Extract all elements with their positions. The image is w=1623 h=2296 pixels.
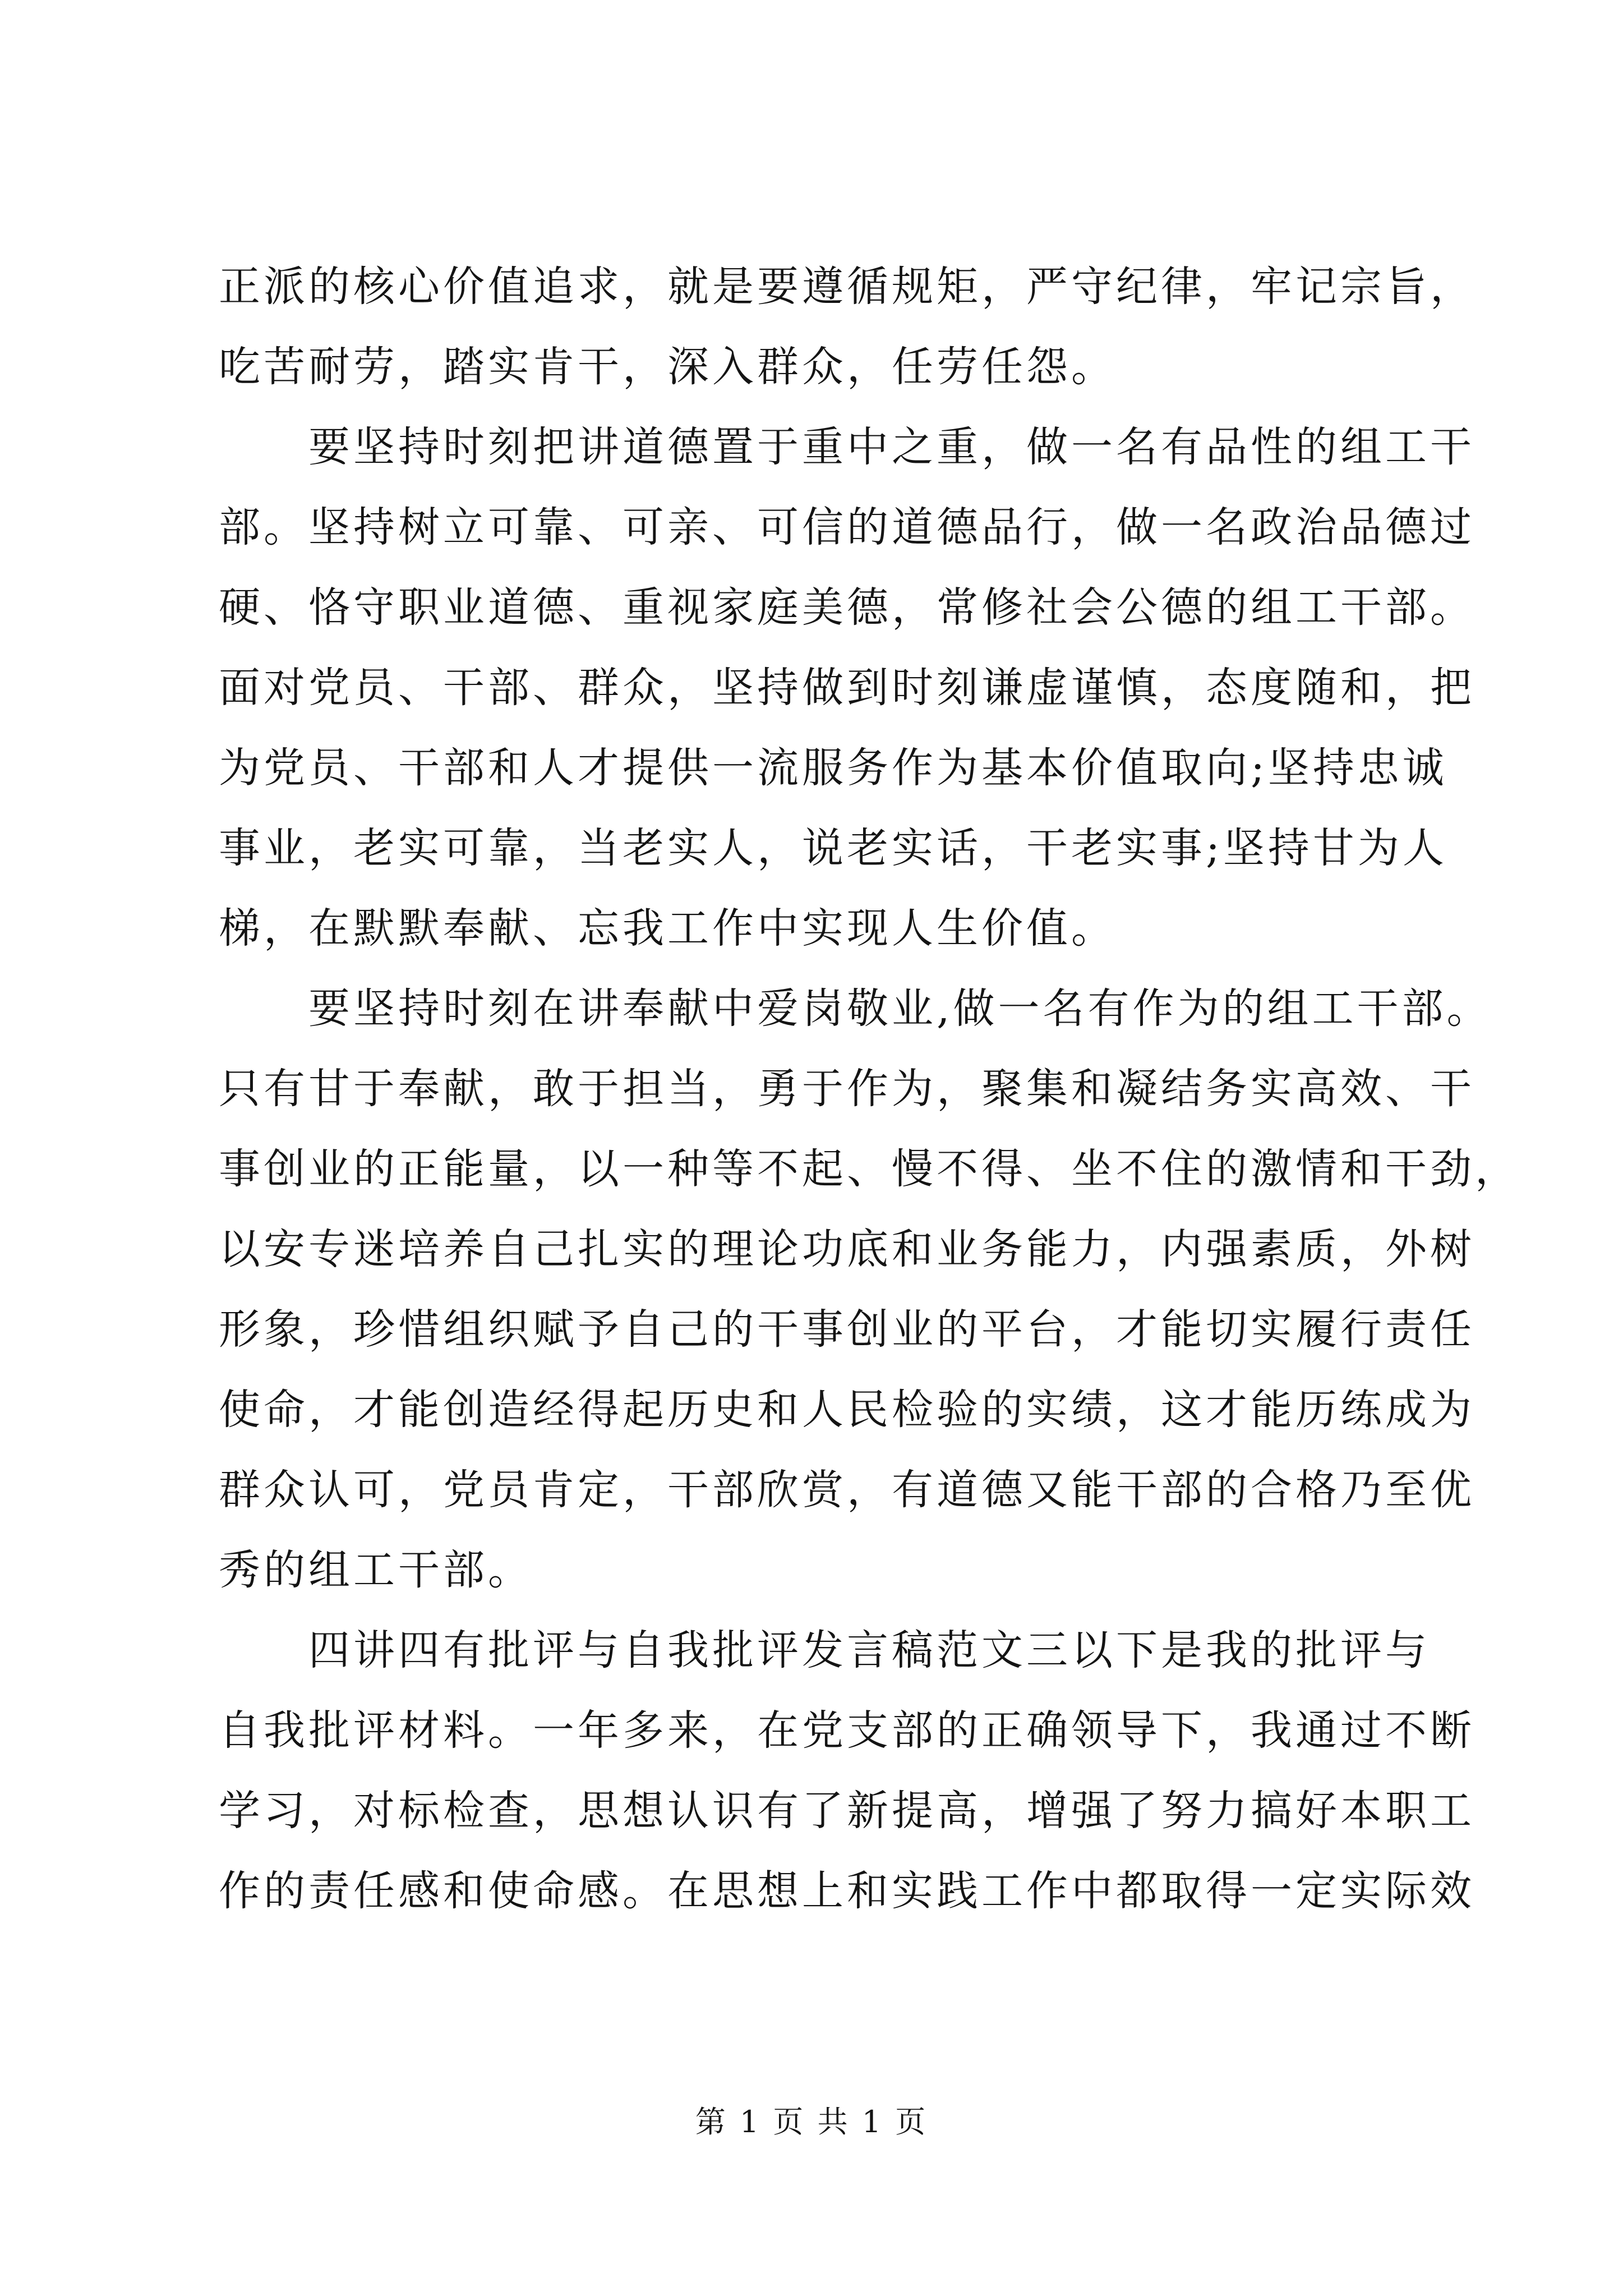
text-line: 群众认可，党员肯定，干部欣赏，有道德又能干部的合格乃至优 bbox=[219, 1466, 1475, 1514]
text-line: 梯，在默默奉献、忘我工作中实现人生价值。 bbox=[219, 904, 1116, 953]
text-line: 作的责任感和使命感。在思想上和实践工作中都取得一定实际效 bbox=[219, 1867, 1475, 1915]
text-line: 为党员、干部和人才提供一流服务作为基本价值取向;坚持忠诚 bbox=[219, 744, 1447, 792]
document-body bbox=[219, 247, 1520, 1931]
text-line: 面对党员、干部、群众，坚持做到时刻谦虚谨慎，态度随和，把 bbox=[219, 664, 1475, 712]
text-line: 以安专迷培养自己扎实的理论功底和业务能力，内强素质，外树 bbox=[219, 1225, 1475, 1273]
text-line: 形象，珍惜组织赋予自己的干事创业的平台，才能切实履行责任 bbox=[219, 1305, 1475, 1354]
text-line: 只有甘于奉献，敢于担当，勇于作为，聚集和凝结务实高效、干 bbox=[219, 1065, 1475, 1113]
text-line: 部。坚持树立可靠、可亲、可信的道德品行，做一名政治品德过 bbox=[219, 503, 1475, 551]
text-line: 使命，才能创造经得起历史和人民检验的实绩，这才能历练成为 bbox=[219, 1386, 1475, 1434]
page-number-footer: 第 1 页 共 1 页 bbox=[695, 2104, 928, 2139]
text-line: 硬、恪守职业道德、重视家庭美德，常修社会公德的组工干部。 bbox=[219, 583, 1475, 632]
paragraph-start-line: 要坚持时刻在讲奉献中爱岗敬业,做一名有作为的组工干部。 bbox=[308, 984, 1492, 1033]
text-line: 学习，对标检查，思想认识有了新提高，增强了努力搞好本职工 bbox=[219, 1787, 1475, 1835]
text-line: 秀的组工干部。 bbox=[219, 1546, 533, 1594]
text-line: 事业，老实可靠，当老实人，说老实话，干老实事;坚持甘为人 bbox=[219, 824, 1447, 872]
text-line: 吃苦耐劳，踏实肯干，深入群众，任劳任怨。 bbox=[219, 343, 1116, 391]
text-line: 自我批评材料。一年多来，在党支部的正确领导下，我通过不断 bbox=[219, 1706, 1475, 1755]
text-line: 事创业的正能量，以一种等不起、慢不得、坐不住的激情和干劲， bbox=[219, 1145, 1520, 1193]
paragraph-start-line: 要坚持时刻把讲道德置于重中之重，做一名有品性的组工干 bbox=[308, 423, 1475, 471]
text-line: 正派的核心价值追求，就是要遵循规矩，严守纪律，牢记宗旨， bbox=[219, 263, 1475, 311]
paragraph-start-line: 四讲四有批评与自我批评发言稿范文三以下是我的批评与 bbox=[308, 1626, 1430, 1674]
